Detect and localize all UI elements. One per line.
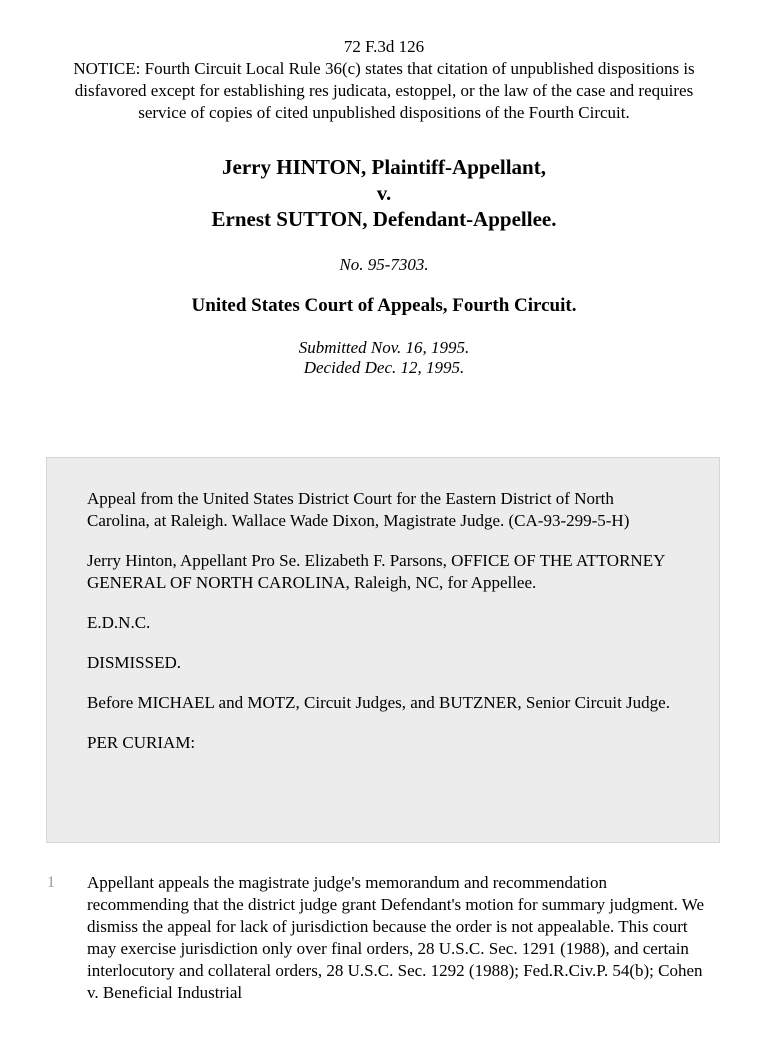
submitted-date: Submitted Nov. 16, 1995. [298, 338, 470, 357]
district-label: E.D.N.C. [87, 613, 151, 632]
opinion-paragraph [0, 872, 768, 1004]
disposition-label: DISMISSED. [87, 653, 181, 672]
defendant-name: Ernest SUTTON, Defendant-Appellee. [211, 207, 557, 231]
unpublished-notice: NOTICE: Fourth Circuit Local Rule 36(c) states that citation of unpublished dispositions is disfavored except for establishing res judicata, estoppel, or the law of the case and requires service of copies of cited unpublished dispositions of the Fourth Circuit. [73, 59, 695, 122]
paragraph-number: 1 [47, 874, 55, 891]
versus-label: v. [376, 181, 392, 205]
case-caption [0, 154, 768, 232]
case-summary-box [46, 457, 720, 843]
counsel-text: Jerry Hinton, Appellant Pro Se. Elizabeth F. Parsons, OFFICE OF THE ATTORNEY GENERAL OF NORTH CAROLINA, Raleigh, NC, for Appellee. [87, 551, 665, 592]
paragraph-text: Appellant appeals the magistrate judge's memorandum and recommendation recommending that the district judge grant Defendant's motion for summary judgment. We dismiss the appeal for lack of jurisdiction because the order is not appealable. This court may exercise jurisdiction only over final orders, 28 U.S.C. Sec. 1291 (1988), and certain interlocutory and collateral orders, 28 U.S.C. Sec. 1292 (1988); Fed.R.Civ.P. 54(b); Cohen v. Beneficial Industrial [87, 873, 705, 1002]
document-header [0, 36, 768, 124]
citation: 72 F.3d 126 [343, 37, 425, 56]
docket-number: No. 95-7303. [339, 255, 429, 274]
decided-date: Decided Dec. 12, 1995. [303, 358, 465, 377]
case-dates [0, 338, 768, 378]
plaintiff-name: Jerry HINTON, Plaintiff-Appellant, [222, 155, 546, 179]
opinion-body [0, 872, 768, 1004]
appeal-from-text: Appeal from the United States District Court for the Eastern District of North Carolina, at Raleigh. Wallace Wade Dixon, Magistrate Judge. (CA-93-299-5-H) [87, 489, 630, 530]
per-curiam-label: PER CURIAM: [87, 733, 196, 752]
panel-text: Before MICHAEL and MOTZ, Circuit Judges, and BUTZNER, Senior Circuit Judge. [87, 693, 670, 712]
court-name: United States Court of Appeals, Fourth Circuit. [191, 295, 577, 316]
